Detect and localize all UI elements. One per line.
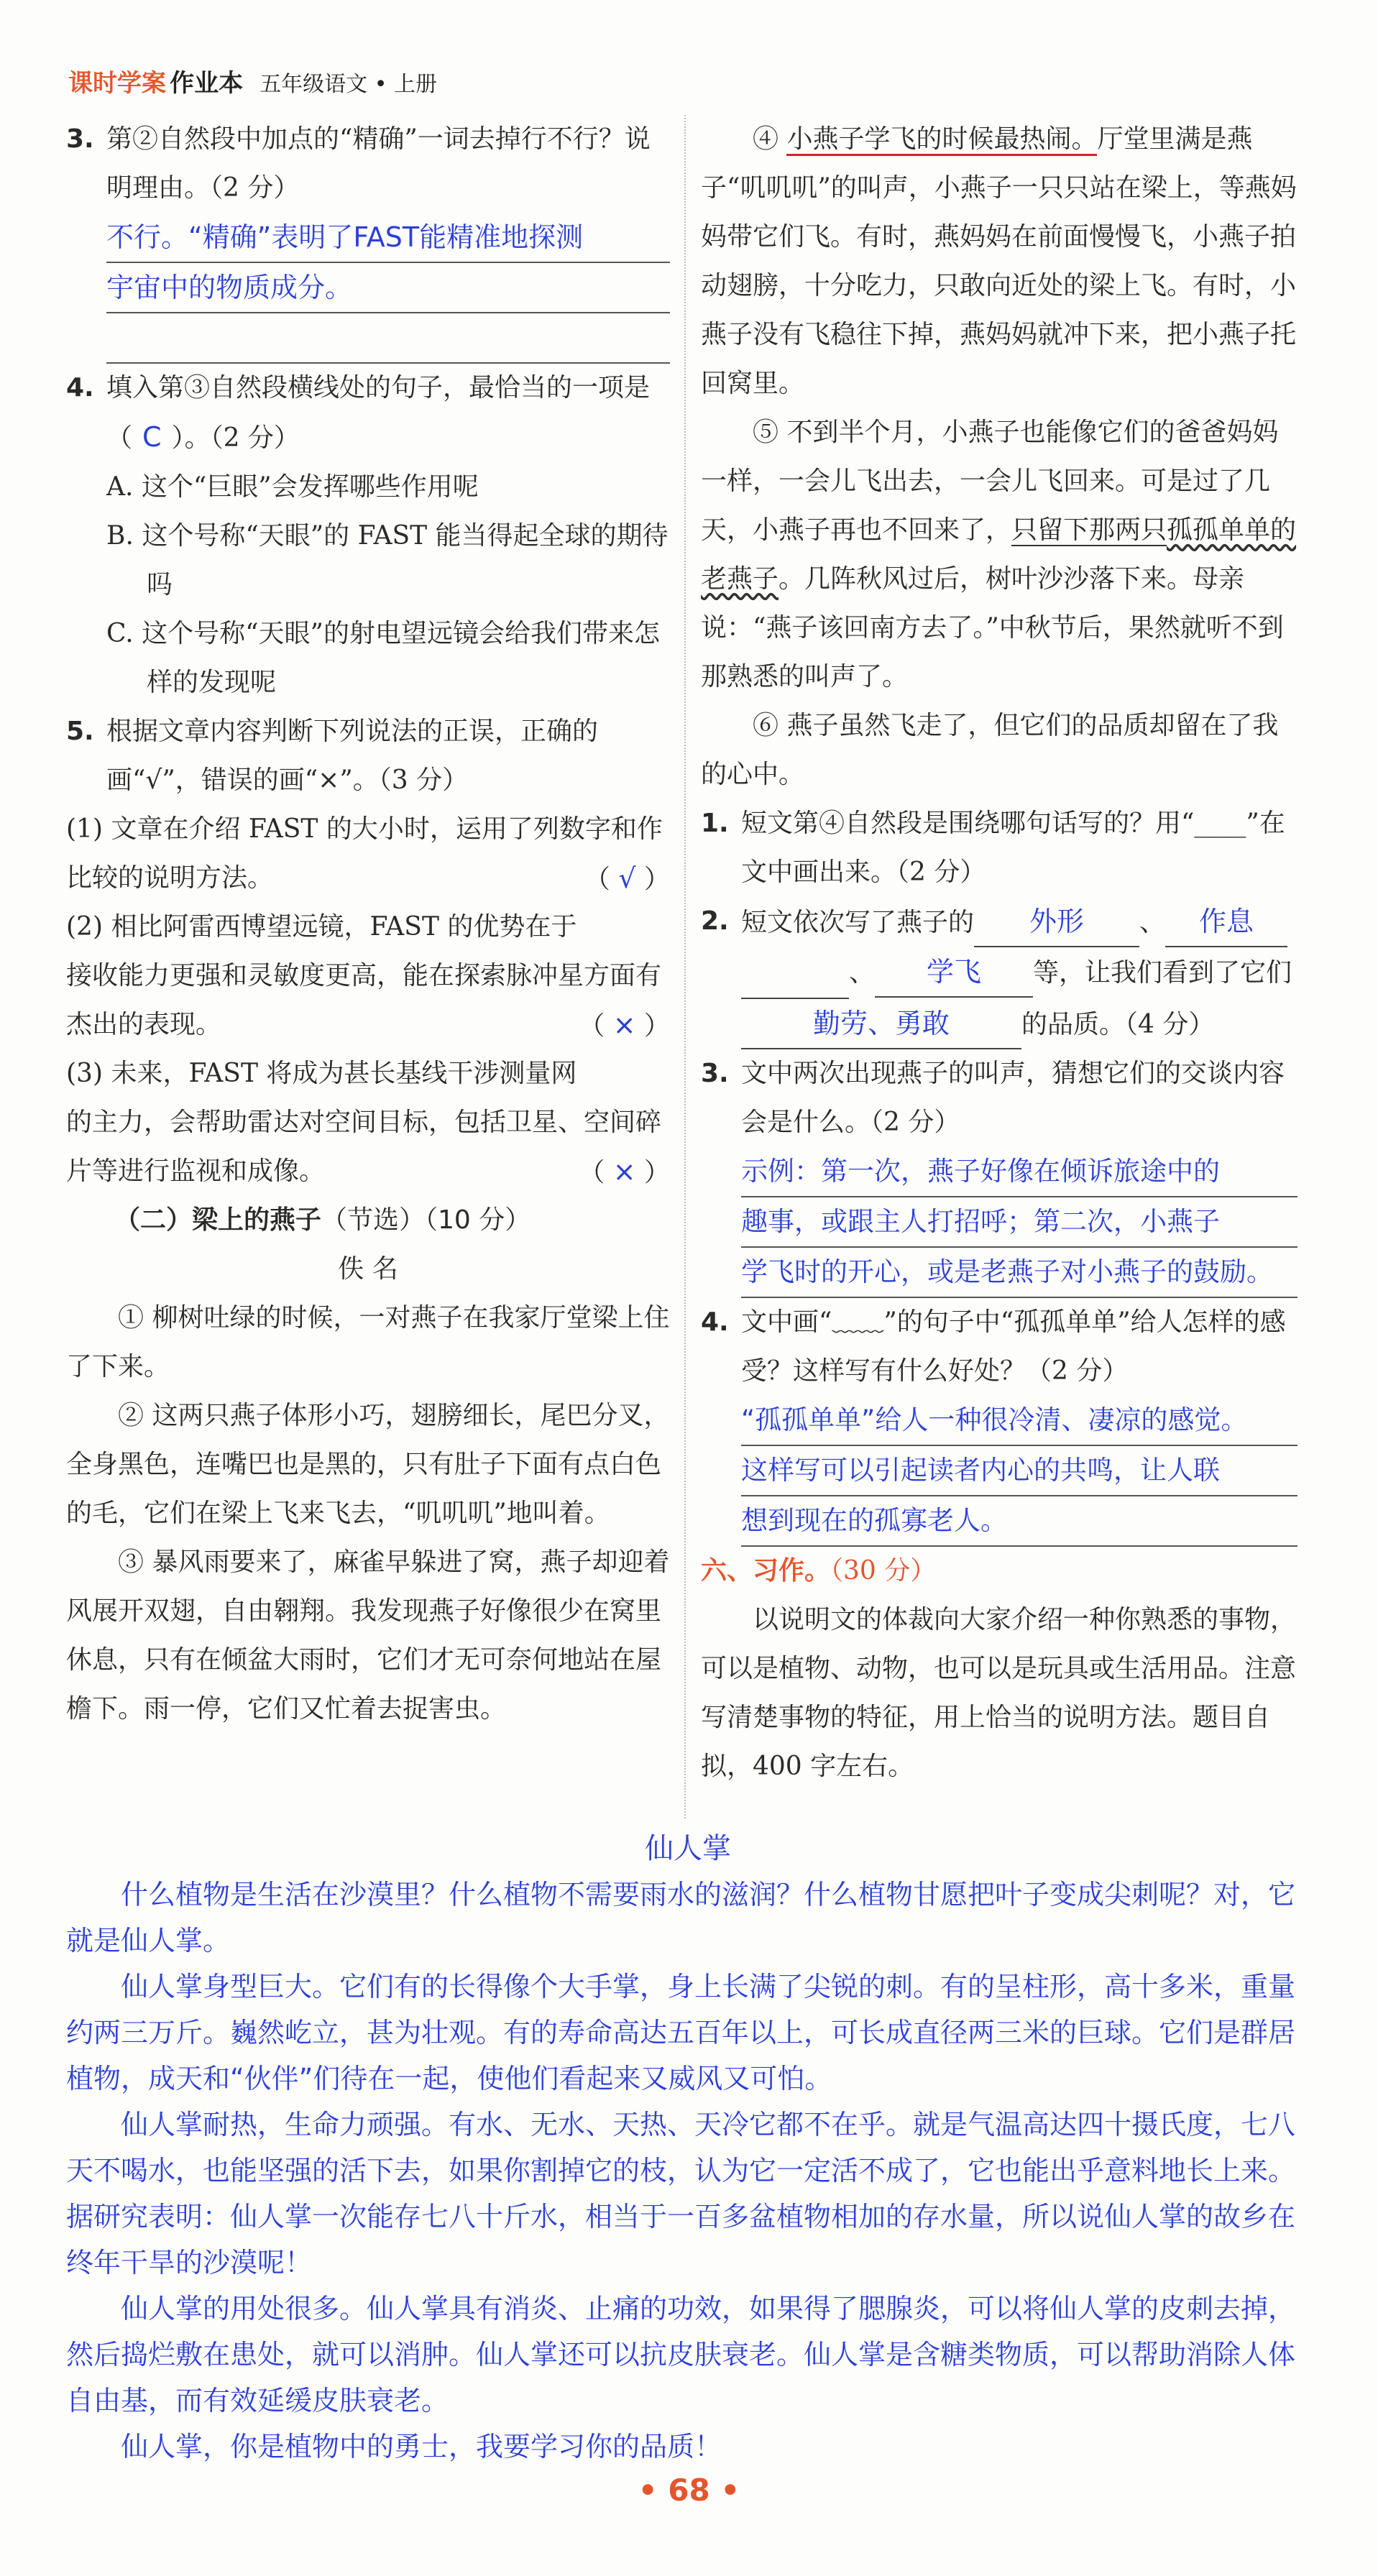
page-number: • 68 • <box>638 2472 740 2508</box>
blank-answer-line <box>106 313 670 364</box>
option-c: C. 这个号称“天眼”的射电望远镜会给我们带来怎样的发现呢 <box>106 619 660 697</box>
marked-topic-sentence: 小燕子学飞的时候最热闹。 <box>786 124 1097 156</box>
reading-paragraph-3: ③ 暴风雨要来了，麻雀早躲进了窝，燕子却迎着风展开双翅，自由翱翔。我发现燕子好像很少在窝里休息，只有在倾盆大雨时，它们才无可奈何地站在屋檐下。雨一停，它们又忙着去捉害虫。 <box>66 1547 670 1724</box>
judgement-item-1 <box>66 805 670 903</box>
judgement-item-2 <box>66 903 670 1049</box>
right-question-2: 2. 短文依次写了燕子的 外形 、 作息 、 学飞 等，让我们看到了它们 勤劳、勇敢 的品质。（4 分） <box>701 897 1297 1049</box>
essay-paragraph: 仙人掌，你是植物中的勇士，我要学习你的品质！ <box>121 2431 722 2462</box>
question-text: 文中两次出现燕子的叫声，猜想它们的交谈内容会是什么。（2 分） <box>741 1059 1285 1137</box>
right-question-3 <box>701 1049 1297 1298</box>
judgement-mark: （ × ） <box>579 1009 670 1041</box>
choice-answer: C <box>142 421 162 453</box>
answer-line: 想到现在的孤寡老人。 <box>741 1496 1297 1547</box>
left-question-4 <box>66 364 670 707</box>
writing-prompt: 以说明文的体裁向大家介绍一种你熟悉的事物，可以是植物、动物，也可以是玩具或生活用品。注意写清楚事物的特征，用上恰当的说明方法。题目自拟，400 字左右。 <box>701 1605 1297 1781</box>
section-points: （30 分） <box>830 1556 937 1586</box>
essay-paragraph: 仙人掌耐热，生命力顽强。有水、无水、天热、天冷它都不在乎。就是气温高达四十摄氏度，七八天不喝水，也能坚强的活下去，如果你割掉它的枝，认为它一定活不成了，它也能出乎意料地长上来。据研究表明：仙人掌一次能存七八十斤水，相当于一百多盆植物相加的存水量，所以说仙人掌的故乡在终年干旱的沙漠呢！ <box>66 2109 1296 2278</box>
answer-blank: 勤劳、勇敢 <box>741 999 1021 1049</box>
reading-paragraph-5: ⑤ 不到半个月，小燕子也能像它们的爸爸妈妈一样，一会儿飞出去，一会儿飞回来。可是过了几天，小燕子再也不回来了，只留下那两只孤孤单单的老燕子。几阵秋风过后，树叶沙沙落下来。母亲说：“燕子该回南方去了。”中秋节后，果然就听不到那熟悉的叫声了。 <box>701 418 1297 691</box>
wavy-underlined-phrase: 孤孤单单的老燕子 <box>701 515 1297 594</box>
essay-paragraph: 仙人掌的用处很多。仙人掌具有消炎、止痛的功效，如果得了腮腺炎，可以将仙人掌的皮刺去掉，然后捣烂敷在患处，就可以消肿。仙人掌还可以抗皮肤衰老。仙人掌是含糖类物质，可以帮助消除人体自由基，而有效延缓皮肤衰老。 <box>66 2293 1296 2416</box>
answer-line: 这样写可以引起读者内心的共鸣，让人联 <box>741 1446 1297 1496</box>
column-divider <box>684 115 686 1818</box>
right-column <box>701 115 1297 1791</box>
judgement-text: (1) 文章在介绍 FAST 的大小时，运用了列数字和作比较的说明方法。 <box>66 814 663 893</box>
answer-line: 学飞时的开心，或是老燕子对小燕子的鼓励。 <box>741 1248 1297 1298</box>
answer-line: “孤孤单单”给人一种很冷清、凄凉的感觉。 <box>741 1396 1297 1446</box>
question-number: 4. <box>701 1307 729 1337</box>
answer-line: 趣事，或跟主人打招呼；第二次，小燕子 <box>741 1197 1297 1248</box>
question-text: 第②自然段中加点的“精确”一词去掉行不行？说明理由。（2 分） <box>106 124 651 203</box>
header-brand-red: 课时学案 <box>68 69 166 98</box>
judgement-text: (2) 相比阿雷西博望远镜，FAST 的优势在于接收能力更强和灵敏度更高，能在探索脉冲星方面有杰出的表现。 <box>66 912 662 1039</box>
essay-title: 仙人掌 <box>645 1832 731 1865</box>
answer-line: 示例：第一次，燕子好像在倾诉旅途中的 <box>741 1147 1297 1197</box>
reading-paragraph-6: ⑥ 燕子虽然飞走了，但它们的品质却留在了我的心中。 <box>701 711 1279 789</box>
section-title: 六、习作。 <box>701 1556 831 1586</box>
answer-blank: 作息 <box>1165 897 1287 947</box>
empty-blank <box>741 949 849 999</box>
judgement-mark: （ × ） <box>579 1156 670 1187</box>
reading-paragraph-1: ① 柳树吐绿的时候，一对燕子在我家厅堂梁上住了下来。 <box>66 1303 670 1381</box>
question-text: 填入第③自然段横线处的句子，最恰当的一项是（ <box>106 373 651 453</box>
question-text: 文中画“﹏﹏”的句子中“孤孤单单”给人怎样的感受？这样写有什么好处？（2 分） <box>741 1307 1286 1386</box>
judgement-item-3 <box>66 1049 670 1196</box>
essay-paragraph: 仙人掌身型巨大。它们有的长得像个大手掌，身上长满了尖锐的刺。有的呈柱形，高十多米，重量约两三万斤。巍然屹立，甚为壮观。有的寿命高达五百年以上，可长成直径两三米的巨球。它们是群居植物，成天和“伙伴”们待在一起，使他们看起来又威风又可怕。 <box>66 1971 1296 2094</box>
essay-paragraph: 什么植物是生活在沙漠里？什么植物不需要雨水的滋润？什么植物甘愿把叶子变成尖刺呢？对，它就是仙人掌。 <box>66 1879 1296 1956</box>
right-question-4 <box>701 1298 1297 1547</box>
header-brand-black: 作业本 <box>170 69 244 98</box>
question-number: 3. <box>66 124 94 154</box>
judgement-text: (3) 未来，FAST 将成为甚长基线干涉测量网的主力，会帮助雷达对空间目标，包括卫星、空间碎片等进行监视和成像。 <box>66 1059 662 1186</box>
question-number: 2. <box>701 906 729 936</box>
question-number: 4. <box>66 373 94 402</box>
left-question-5 <box>66 707 670 805</box>
option-b: B. 这个号称“天眼”的 FAST 能当得起全球的期待吗 <box>106 521 669 599</box>
essay <box>66 1826 1310 2470</box>
underlined-phrase: 只留下那两只 <box>1011 515 1167 545</box>
left-question-3 <box>66 115 670 364</box>
question-number: 3. <box>701 1059 729 1088</box>
header-subtitle: 五年级语文 • 上册 <box>259 72 437 97</box>
reading-title: （二）梁上的燕子（节选）（10 分） <box>114 1205 531 1235</box>
reading-paragraph-2: ② 这两只燕子体形小巧，翅膀细长，尾巴分叉，全身黑色，连嘴巴也是黑的，只有肚子下面有点白色的毛，它们在梁上飞来飞去，“叽叽叽”地叫着。 <box>66 1401 670 1528</box>
reading-paragraph-4: ④ 小燕子学飞的时候最热闹。厅堂里满是燕子“叽叽叽”的叫声，小燕子一只只站在梁上，等燕妈妈带它们飞。有时，燕妈妈在前面慢慢飞，小燕子拍动翅膀，十分吃力，只敢向近处的梁上飞。有时，小燕子没有飞稳往下掉，燕妈妈就冲下来，把小燕子托回窝里。 <box>701 124 1297 398</box>
answer-blank: 外形 <box>974 897 1139 947</box>
reading-author: 佚 名 <box>338 1254 398 1284</box>
question-text: 根据文章内容判断下列说法的正误，正确的画“√”，错误的画“×”。（3 分） <box>106 717 599 795</box>
answer-line: 宇宙中的物质成分。 <box>106 263 670 313</box>
question-text: 短文第④自然段是围绕哪句话写的？用“____”在文中画出来。（2 分） <box>741 809 1285 887</box>
question-number: 5. <box>66 717 94 746</box>
answer-blank: 学飞 <box>875 947 1033 998</box>
left-column <box>66 115 670 1734</box>
right-question-1 <box>701 799 1297 897</box>
judgement-mark: （ √ ） <box>584 862 670 894</box>
page-header <box>68 63 437 98</box>
option-a: A. 这个“巨眼”会发挥哪些作用呢 <box>106 472 479 502</box>
section-6-heading <box>701 1547 1297 1596</box>
question-text-end: ）。（2 分） <box>171 423 300 453</box>
answer-line: 不行。“精确”表明了FAST能精准地探测 <box>106 213 670 263</box>
question-number: 1. <box>701 809 729 838</box>
